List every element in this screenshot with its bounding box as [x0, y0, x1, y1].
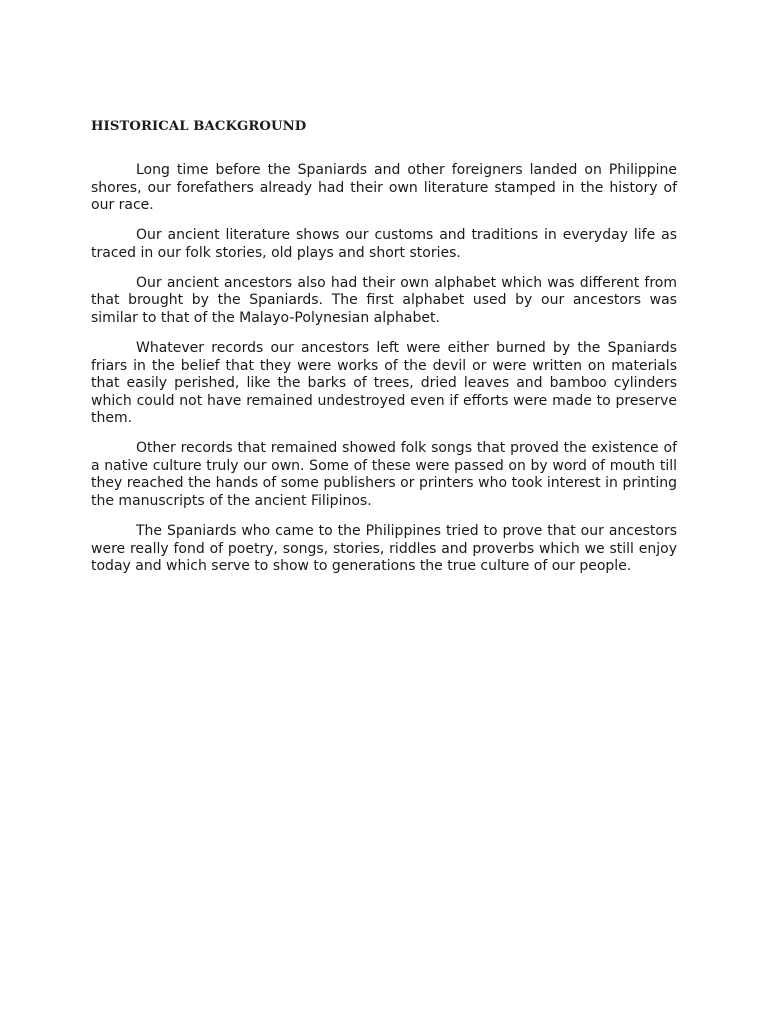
document-heading: HISTORICAL BACKGROUND [91, 119, 307, 134]
paragraph-5: Other records that remained showed folk songs that proved the existence of a native culture truly our own. Some of these were passed on by word of mouth till they reached the hands of some publishers or printers who took interest in printing the manuscripts of the ancient Filipinos. [91, 440, 677, 510]
paragraph-1: Long time before the Spaniards and other foreigners landed on Philippine shores, our forefathers already had their own literature stamped in the history of our race. [91, 162, 677, 214]
paragraph-6: The Spaniards who came to the Philippines tried to prove that our ancestors were really fond of poetry, songs, stories, riddles and proverbs which we still enjoy today and which serve to show to generations the true culture of our people. [91, 523, 677, 575]
paragraph-4: Whatever records our ancestors left were either burned by the Spaniards friars in the belief that they were works of the devil or were written on materials that easily perished, like the barks of trees, dried leaves and bamboo cylinders which could not have remained undestroyed even if efforts were made to preserve them. [91, 339, 677, 427]
paragraph-3: Our ancient ancestors also had their own alphabet which was different from that brought by the Spaniards. The first alphabet used by our ancestors was similar to that of the Malayo-Polynesian alphabet. [91, 274, 677, 326]
paragraph-2: Our ancient literature shows our customs and traditions in everyday life as traced in our folk stories, old plays and short stories. [91, 227, 677, 261]
document-body [91, 118, 677, 588]
